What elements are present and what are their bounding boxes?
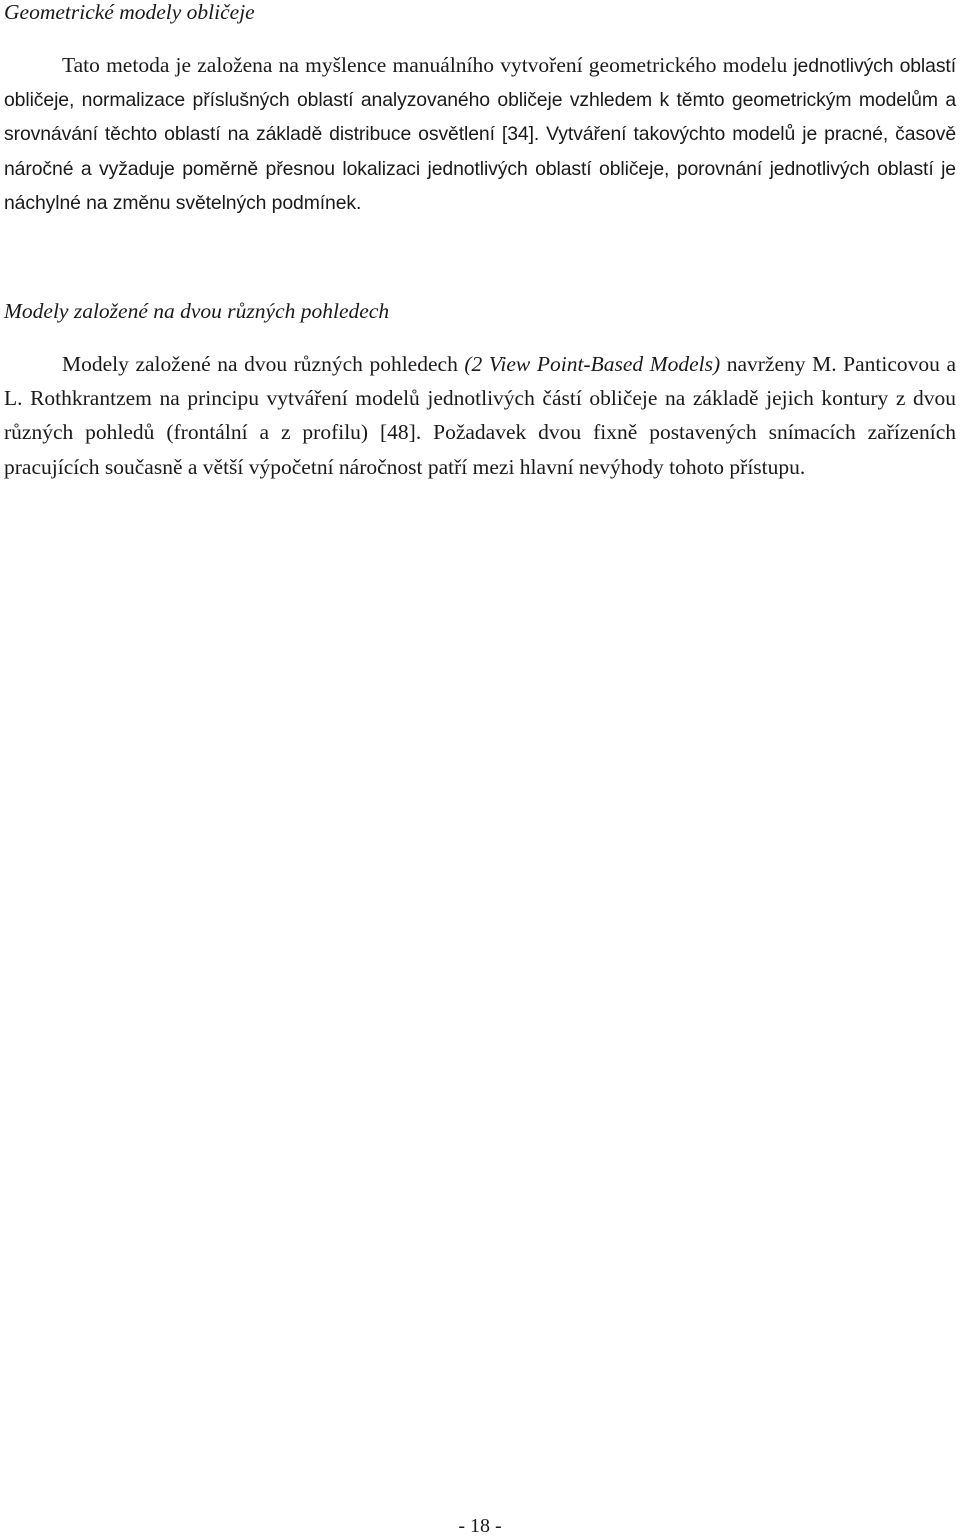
section-heading-two-view-models: Modely založené na dvou různých pohledech — [4, 299, 390, 323]
paragraph-italic-term: (2 View Point-Based Models) — [464, 352, 721, 376]
page-number: - 18 - — [458, 1515, 502, 1537]
paragraph-body-text: jednotlivých oblastí obličeje, normalizace příslušných oblastí analyzovaného obličeje vzhledem k těmto geometrickým modelům a srovnávání těchto oblastí na základě distribuce osvětlení [34]. Vytváření takovýchto modelů je pracné, časově náročné a vyžaduje poměrně přesnou lokalizaci jednotlivých oblastí obličeje, porovnání jednotlivých oblastí je náchylné na změnu světelných podmínek. — [4, 55, 956, 214]
section-heading-geometric-models: Geometrické modely obličeje — [4, 0, 255, 24]
paragraph-text-part2: navrženy M. Panticovou a L. Rothkrantzem na principu vytváření modelů jednotlivých částí obličeje na základě jejich kontury z dvou různých pohledů (frontální a z profilu) [48]. Požadavek dvou fixně postavených snímacích zařízeních pracujících současně a větší výpočetní náročnost patří mezi hlavní nevýhody tohoto přístupu. — [4, 352, 957, 479]
paragraph-text-part1: Modely založené na dvou různých pohledech — [62, 352, 465, 376]
paragraph-two-view-models — [4, 347, 956, 484]
paragraph-lead-text: Tato metoda je založena na myšlence manuálního vytvoření geometrického modelu — [62, 53, 788, 77]
paragraph-geometric-models — [4, 48, 956, 220]
